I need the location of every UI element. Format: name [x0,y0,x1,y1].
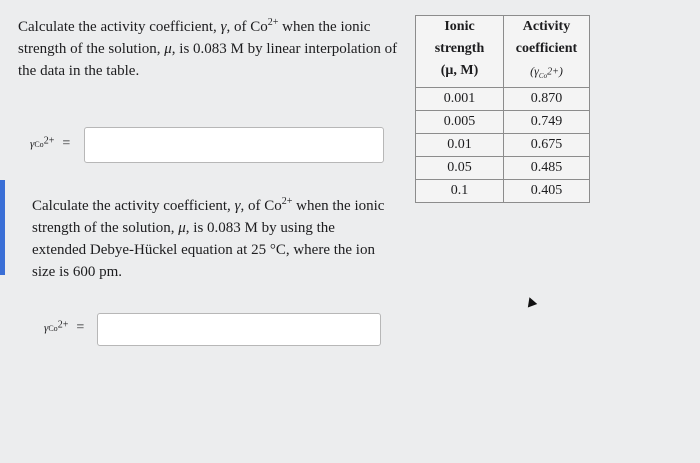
activity-coefficient-cell: 0.405 [504,180,590,203]
header-ionic-strength: Ionic strength (μ, M) [416,16,504,88]
activity-coefficient-cell: 0.485 [504,157,590,180]
answer-2-input[interactable] [97,313,381,346]
ionic-strength-cell: 0.001 [416,88,504,111]
ionic-strength-cell: 0.1 [416,180,504,203]
data-table [415,15,590,203]
ionic-strength-cell: 0.005 [416,111,504,134]
answer-1-input[interactable] [84,127,384,163]
table-row [416,157,590,180]
mouse-cursor-icon [525,296,537,308]
answer-1-label: γ $Co^{2+}$ = [30,134,71,151]
answer-2-label: γ $Co^{2+}$ = [44,318,85,335]
ionic-strength-cell: 0.01 [416,134,504,157]
activity-coefficient-cell: 0.870 [504,88,590,111]
table-row [416,134,590,157]
header-activity-coefficient: Activity coefficient $(\gamma_{Co^{2+}})$ [504,16,590,88]
question-1-text: Calculate the activity coefficient, γ, of $Co^{2+}$ when the ionic strength of the solution, μ, is 0.083 M by linear interpolation of the data in the table. [18,17,398,79]
activity-coefficient-cell: 0.675 [504,134,590,157]
focus-indicator-bar [0,180,5,275]
table-row [416,180,590,203]
table-header-row [416,16,590,88]
table-row [416,88,590,111]
question-2-text: Calculate the activity coefficient, γ, of $Co^{2+}$ when the ionic strength of the solution, μ, is 0.083 M by using the extended Debye-Hückel equation at 25 °C, where the ion size is 600 pm. [32,196,385,280]
table-row [416,111,590,134]
ionic-strength-cell: 0.05 [416,157,504,180]
activity-coefficient-cell: 0.749 [504,111,590,134]
